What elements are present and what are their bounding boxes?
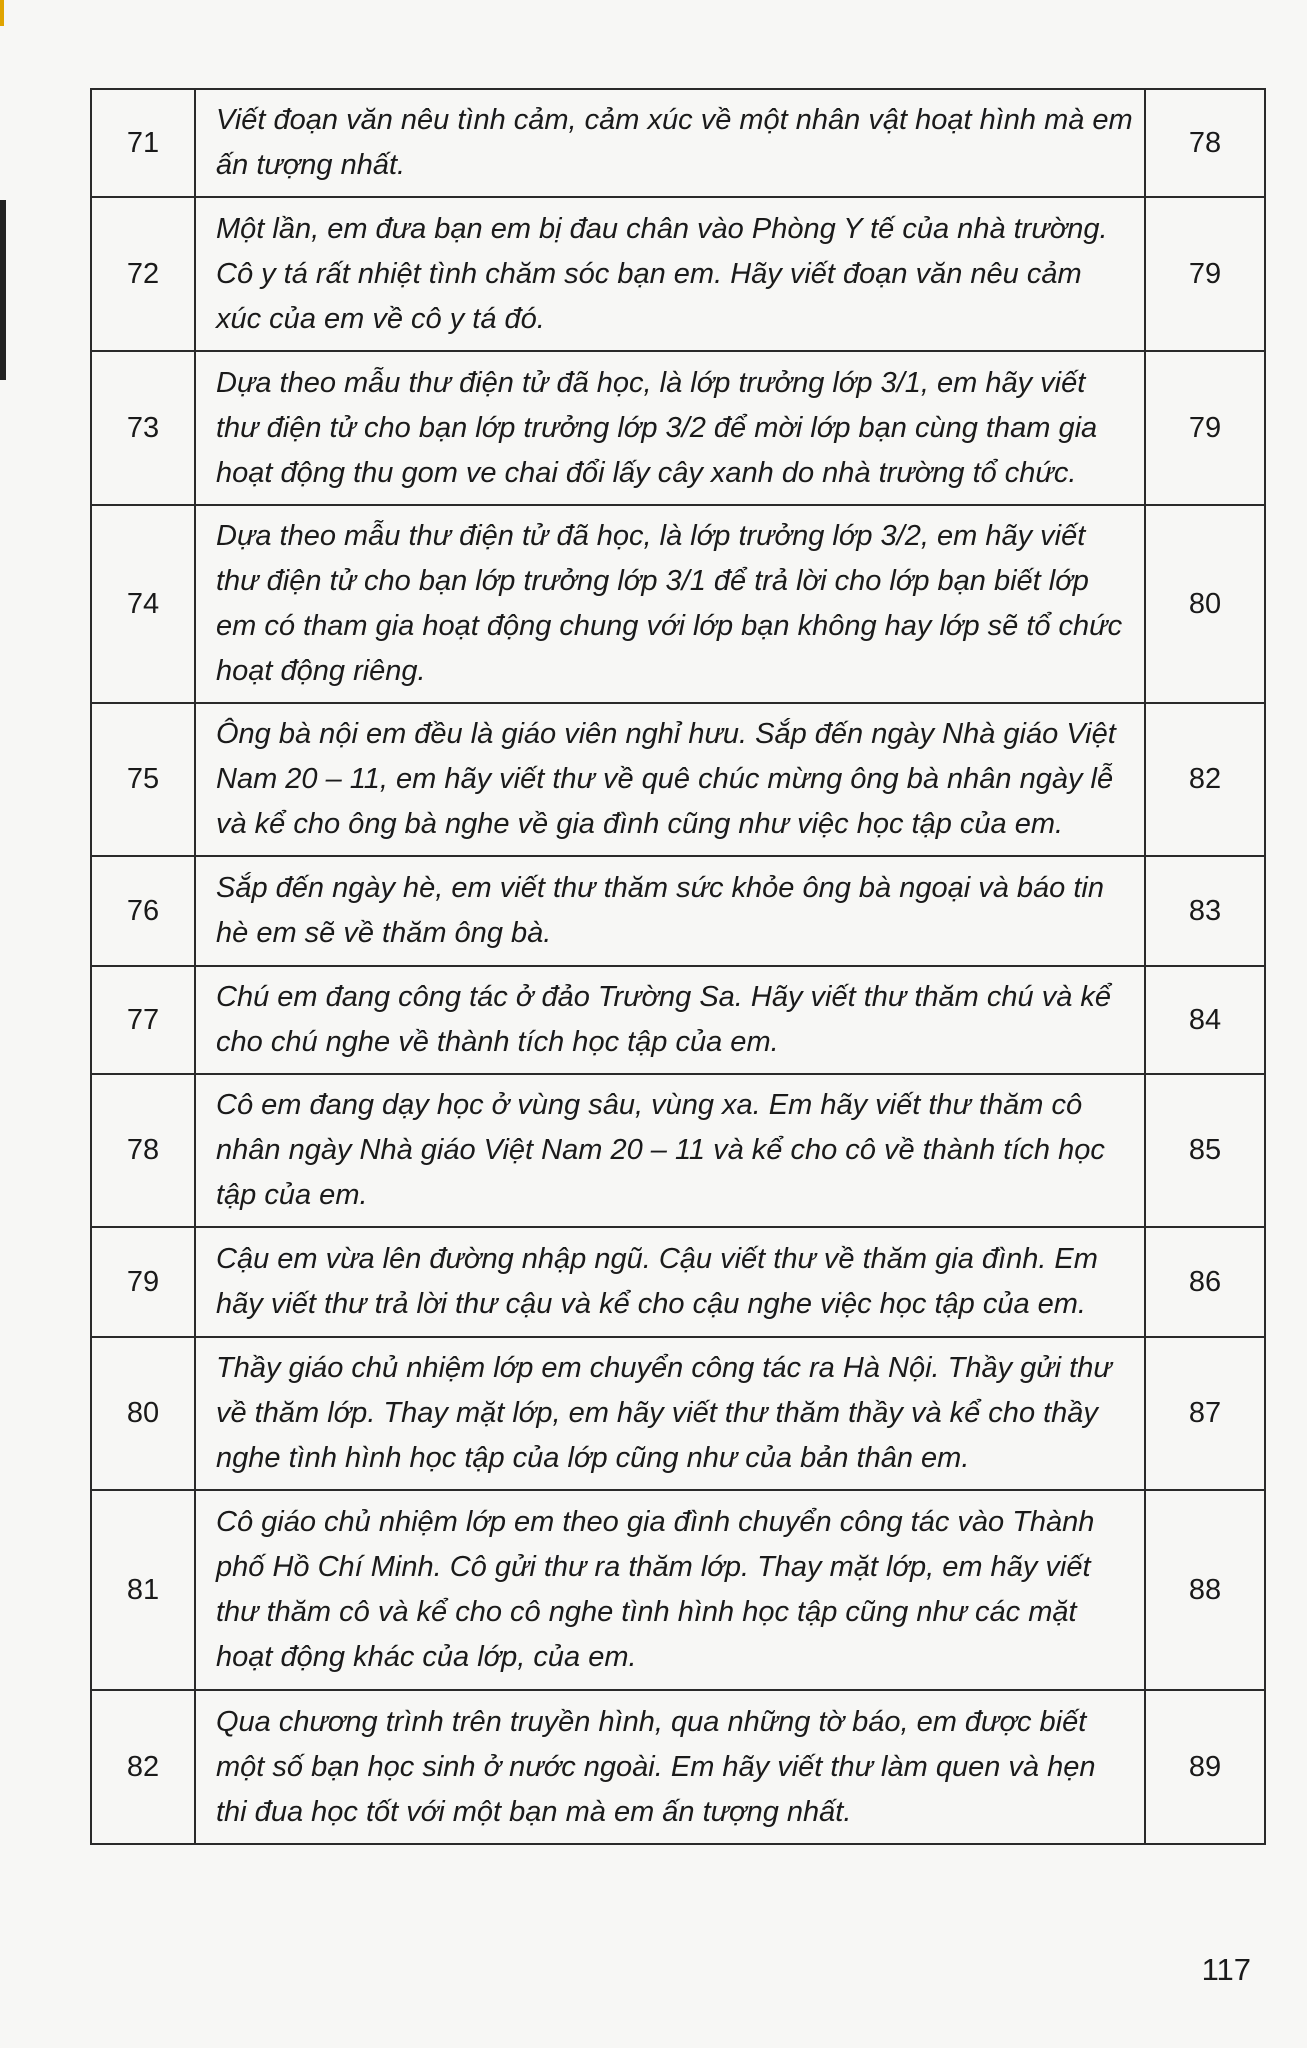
item-page: 83 [1145, 856, 1265, 966]
table-row [91, 89, 1265, 197]
item-title: Cô em đang dạy học ở vùng sâu, vùng xa. Em hãy viết thư thăm cô nhân ngày Nhà giáo Việt Nam 20 – 11 và kể cho cô về thành tích học tập của em. [195, 1074, 1145, 1227]
item-title: Cô giáo chủ nhiệm lớp em theo gia đình chuyển công tác vào Thành phố Hồ Chí Minh. Cô gửi thư ra thăm lớp. Thay mặt lớp, em hãy viết thư thăm cô và kể cho cô nghe tình hình học tập cũng như các mặt hoạt động khác của lớp, của em. [195, 1490, 1145, 1690]
item-title: Một lần, em đưa bạn em bị đau chân vào Phòng Y tế của nhà trường. Cô y tá rất nhiệt tình chăm sóc bạn em. Hãy viết đoạn văn nêu cảm xúc của em về cô y tá đó. [195, 197, 1145, 351]
item-title: Viết đoạn văn nêu tình cảm, cảm xúc về một nhân vật hoạt hình mà em ấn tượng nhất. [195, 89, 1145, 197]
item-number: 71 [91, 89, 195, 197]
item-page: 79 [1145, 351, 1265, 505]
item-title: Cậu em vừa lên đường nhập ngũ. Cậu viết thư về thăm gia đình. Em hãy viết thư trả lời thư cậu và kể cho cậu nghe việc học tập của em. [195, 1227, 1145, 1337]
table-of-contents [90, 88, 1266, 1845]
item-page: 86 [1145, 1227, 1265, 1337]
table-row [91, 1490, 1265, 1690]
item-title: Ông bà nội em đều là giáo viên nghỉ hưu. Sắp đến ngày Nhà giáo Việt Nam 20 – 11, em hãy viết thư về quê chúc mừng ông bà nhân ngày lễ và kể cho ông bà nghe về gia đình cũng như việc học tập của em. [195, 703, 1145, 856]
item-page: 82 [1145, 703, 1265, 856]
table-row [91, 966, 1265, 1074]
page-edge-mark [0, 0, 4, 26]
table-row [91, 197, 1265, 351]
item-number: 81 [91, 1490, 195, 1690]
item-page: 88 [1145, 1490, 1265, 1690]
item-page: 80 [1145, 505, 1265, 703]
item-number: 73 [91, 351, 195, 505]
item-number: 72 [91, 197, 195, 351]
page-number: 117 [1201, 1952, 1251, 1987]
table-row [91, 1690, 1265, 1844]
table-row [91, 856, 1265, 966]
item-title: Thầy giáo chủ nhiệm lớp em chuyển công tác ra Hà Nội. Thầy gửi thư về thăm lớp. Thay mặt lớp, em hãy viết thư thăm thầy và kể cho thầy nghe tình hình học tập của lớp cũng như của bản thân em. [195, 1337, 1145, 1490]
item-page: 84 [1145, 966, 1265, 1074]
page-edge-mark [0, 200, 6, 380]
item-number: 76 [91, 856, 195, 966]
item-page: 78 [1145, 89, 1265, 197]
table-row [91, 703, 1265, 856]
item-title: Qua chương trình trên truyền hình, qua những tờ báo, em được biết một số bạn học sinh ở nước ngoài. Em hãy viết thư làm quen và hẹn thi đua học tốt với một bạn mà em ấn tượng nhất. [195, 1690, 1145, 1844]
item-page: 87 [1145, 1337, 1265, 1490]
table-row [91, 1074, 1265, 1227]
item-number: 75 [91, 703, 195, 856]
item-title: Dựa theo mẫu thư điện tử đã học, là lớp trưởng lớp 3/1, em hãy viết thư điện tử cho bạn lớp trưởng lớp 3/2 để mời lớp bạn cùng tham gia hoạt động thu gom ve chai đổi lấy cây xanh do nhà trường tổ chức. [195, 351, 1145, 505]
item-number: 80 [91, 1337, 195, 1490]
table-row [91, 351, 1265, 505]
item-number: 79 [91, 1227, 195, 1337]
item-number: 74 [91, 505, 195, 703]
item-title: Sắp đến ngày hè, em viết thư thăm sức khỏe ông bà ngoại và báo tin hè em sẽ về thăm ông bà. [195, 856, 1145, 966]
item-number: 77 [91, 966, 195, 1074]
item-title: Chú em đang công tác ở đảo Trường Sa. Hãy viết thư thăm chú và kể cho chú nghe về thành tích học tập của em. [195, 966, 1145, 1074]
item-page: 79 [1145, 197, 1265, 351]
item-number: 78 [91, 1074, 195, 1227]
table-row [91, 1227, 1265, 1337]
table-row [91, 1337, 1265, 1490]
table-row [91, 505, 1265, 703]
item-page: 85 [1145, 1074, 1265, 1227]
item-number: 82 [91, 1690, 195, 1844]
item-page: 89 [1145, 1690, 1265, 1844]
item-title: Dựa theo mẫu thư điện tử đã học, là lớp trưởng lớp 3/2, em hãy viết thư điện tử cho bạn lớp trưởng lớp 3/1 để trả lời cho lớp bạn biết lớp em có tham gia hoạt động chung với lớp bạn không hay lớp sẽ tổ chức hoạt động riêng. [195, 505, 1145, 703]
